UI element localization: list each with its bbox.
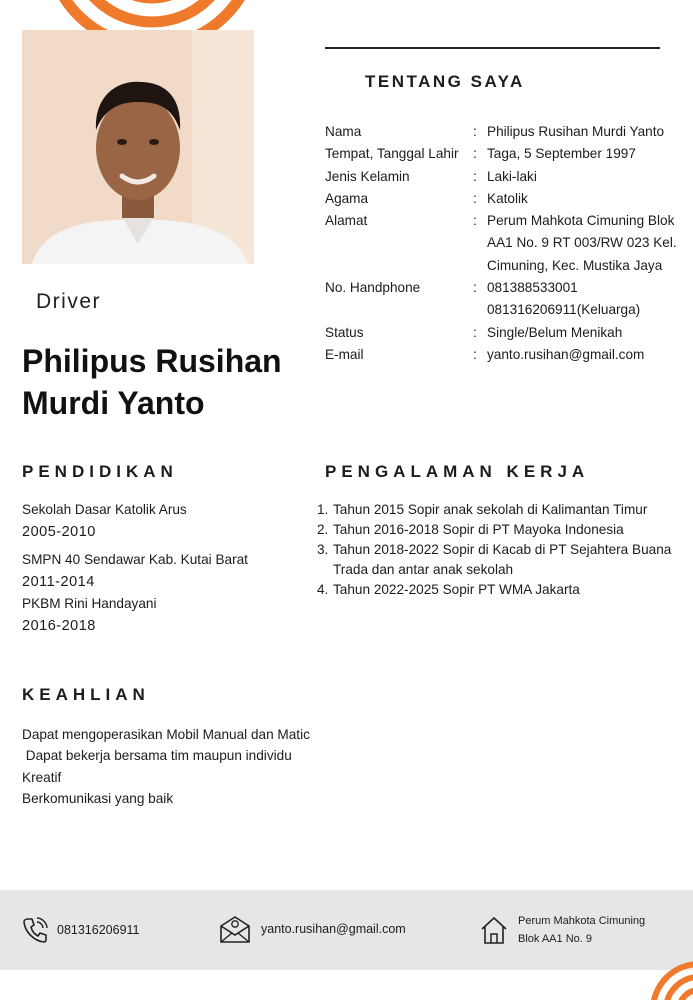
full-name: Philipus Rusihan Murdi Yanto <box>22 343 282 421</box>
about-row-gender <box>325 166 685 188</box>
footer-email <box>219 914 406 944</box>
skill-item: Berkomunikasi yang baik <box>22 790 174 806</box>
about-label: Alamat <box>325 213 368 229</box>
about-value: Perum Mahkota Cimuning Blok AA1 No. 9 RT 003/RW 023 Kel. Cimuning, Kec. Mustika Jaya <box>487 213 677 273</box>
education-list <box>22 500 302 644</box>
education-section-title: PENDIDIKAN <box>22 462 178 481</box>
experience-number: 4. <box>317 582 329 597</box>
education-school: SMPN 40 Sendawar Kab. Kutai Barat <box>22 552 248 567</box>
experience-text: Tahun 2022-2025 Sopir PT WMA Jakarta <box>333 582 580 597</box>
education-years: 2011-2014 <box>22 574 95 590</box>
footer-address-line2: Blok AA1 No. 9 <box>518 933 592 945</box>
about-value: Laki-laki <box>487 168 537 184</box>
experience-item <box>317 580 677 600</box>
experience-text: Tahun 2018-2022 Sopir di Kacab di PT Sejahtera Buana Trada dan antar anak sekolah <box>333 542 672 577</box>
education-school: PKBM Rini Handayani <box>22 596 157 611</box>
footer-email-text[interactable]: yanto.rusihan@gmail.com <box>261 922 406 936</box>
about-details <box>325 121 685 366</box>
about-label: Nama <box>325 124 362 139</box>
footer-phone-text[interactable]: 081316206911 <box>57 923 140 937</box>
skill-item: Dapat bekerja bersama tim maupun individu <box>22 748 292 764</box>
experience-number: 3. <box>317 542 329 557</box>
about-separator: : <box>473 146 477 162</box>
experience-list <box>317 500 677 600</box>
experience-item <box>317 500 677 520</box>
experience-section-title: PENGALAMAN KERJA <box>325 462 590 481</box>
job-title: Driver <box>36 290 101 313</box>
decorative-arcs-bottom <box>637 948 693 1000</box>
about-row-address <box>325 210 685 277</box>
about-separator: : <box>473 324 477 340</box>
about-separator: : <box>473 280 477 296</box>
about-separator: : <box>473 124 477 139</box>
experience-text: Tahun 2015 Sopir anak sekolah di Kalimantan Timur <box>333 502 648 517</box>
about-separator: : <box>473 346 477 362</box>
experience-item <box>317 540 677 580</box>
experience-number: 1. <box>317 502 329 517</box>
about-row-phone <box>325 277 685 322</box>
about-value: yanto.rusihan@gmail.com <box>487 346 645 362</box>
about-row-religion <box>325 188 685 210</box>
about-row-name <box>325 121 685 143</box>
about-value: Single/Belum Menikah <box>487 324 623 340</box>
about-separator: : <box>473 190 477 206</box>
about-label: Jenis Kelamin <box>325 168 410 184</box>
experience-text: Tahun 2016-2018 Sopir di PT Mayoka Indonesia <box>333 522 624 537</box>
header-divider <box>325 47 660 49</box>
footer-phone <box>22 916 140 944</box>
skill-item: Dapat mengoperasikan Mobil Manual dan Matic <box>22 727 310 742</box>
about-value: Taga, 5 September 1997 <box>487 146 636 162</box>
footer-address <box>480 912 645 948</box>
decorative-arcs-top <box>22 0 254 32</box>
education-school: Sekolah Dasar Katolik Arus <box>22 502 187 517</box>
profile-photo <box>22 30 254 264</box>
skills-list <box>22 724 322 809</box>
about-label: Agama <box>325 190 369 206</box>
home-icon <box>480 915 508 945</box>
contact-footer <box>0 890 693 970</box>
experience-item <box>317 520 677 540</box>
about-value: 081388533001 081316206911(Keluarga) <box>487 280 641 318</box>
footer-address-line1: Perum Mahkota Cimuning <box>518 915 646 927</box>
skill-item: Kreatif <box>22 769 62 785</box>
about-row-status <box>325 322 685 344</box>
about-row-birth <box>325 143 685 165</box>
about-separator: : <box>473 168 477 184</box>
about-value: Philipus Rusihan Murdi Yanto <box>487 124 665 139</box>
about-value: Katolik <box>487 190 528 206</box>
about-section-title: TENTANG SAYA <box>365 72 525 91</box>
education-years: 2016-2018 <box>22 618 96 634</box>
email-icon <box>219 914 251 944</box>
about-separator: : <box>473 213 477 229</box>
skills-section-title: KEAHLIAN <box>22 685 150 704</box>
about-label: Status <box>325 324 364 340</box>
about-label: E-mail <box>325 346 364 362</box>
about-label: Tempat, Tanggal Lahir <box>325 146 459 162</box>
experience-number: 2. <box>317 522 329 537</box>
about-row-email <box>325 344 685 366</box>
phone-icon <box>22 916 48 944</box>
about-label: No. Handphone <box>325 280 421 296</box>
education-years: 2005-2010 <box>22 524 96 540</box>
